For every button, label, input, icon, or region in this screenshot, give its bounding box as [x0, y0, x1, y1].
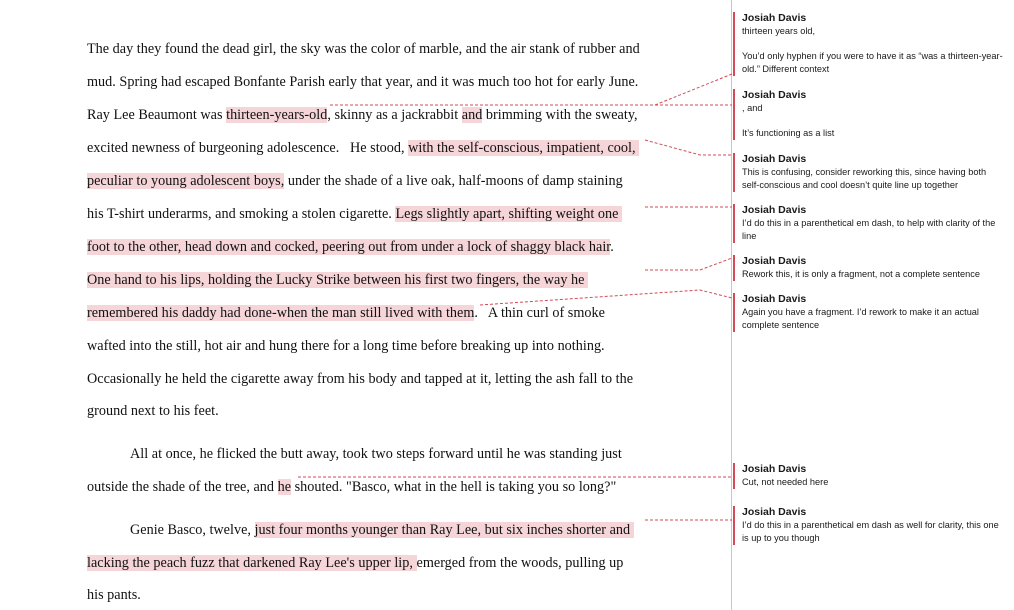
body-text-line — [87, 204, 622, 224]
body-text-line — [87, 270, 588, 290]
comment-body — [742, 306, 1005, 332]
comment-body — [742, 476, 1005, 489]
body-text-line — [87, 237, 614, 257]
body-text-run: . A thin curl of smoke — [474, 305, 605, 321]
body-text-run: his T-shirt underarms, and smoking a stolen cigarette. — [87, 206, 396, 222]
comment-body — [742, 217, 1005, 243]
comment-card[interactable] — [733, 89, 1005, 140]
body-text-line — [130, 520, 634, 540]
commented-text-highlight[interactable]: remembered his daddy had done-when the man still lived with them — [87, 305, 475, 321]
comment-text: I’d do this in a parenthetical em dash as well for clarity, this one is up to you though — [742, 520, 999, 543]
comment-author: Josiah Davis — [742, 204, 807, 216]
body-text-run: . — [610, 239, 614, 255]
body-text-line — [87, 553, 623, 573]
comment-body — [742, 268, 1005, 281]
commented-text-highlight[interactable]: One hand to his lips, holding the Lucky Strike between his first two fingers, the way he — [87, 272, 589, 288]
comment-text: thirteen years old, — [742, 26, 816, 36]
body-text-line — [87, 39, 640, 59]
comment-card[interactable] — [733, 204, 1005, 243]
comment-card[interactable] — [733, 506, 1005, 545]
comment-author: Josiah Davis — [742, 293, 807, 305]
body-text-run: All at once, he flicked the butt away, took two steps forward until he was standing just — [130, 446, 622, 462]
body-text-run: shouted. "Basco, what in the hell is taking you so long?" — [291, 479, 617, 495]
body-text-run: emerged from the woods, pulling up — [416, 555, 624, 571]
body-text-line — [87, 105, 638, 125]
comment-author: Josiah Davis — [742, 463, 807, 475]
commented-text-highlight[interactable]: just four months younger than Ray Lee, but six inches shorter and — [254, 522, 634, 538]
comment-text: , and — [742, 103, 763, 113]
body-text-run: , skinny as a jackrabbit — [327, 107, 462, 123]
comment-card[interactable] — [733, 463, 1005, 489]
body-text-line — [87, 303, 605, 323]
comment-card[interactable] — [733, 255, 1005, 281]
commented-text-highlight[interactable]: thirteen-years-old — [226, 107, 328, 123]
comment-card[interactable] — [733, 293, 1005, 332]
body-text-run: wafted into the still, hot air and hung there for a long time before breaking up into nothing. — [87, 338, 605, 354]
comment-text: It’s functioning as a list — [742, 128, 835, 138]
comment-body — [742, 102, 1005, 140]
body-text-run: excited newness of burgeoning adolescence. He stood, — [87, 140, 409, 156]
comment-author: Josiah Davis — [742, 506, 807, 518]
body-text-line — [87, 336, 605, 356]
comment-text: Rework this, it is only a fragment, not a complete sentence — [742, 269, 980, 279]
body-text-line — [87, 369, 633, 389]
comment-author: Josiah Davis — [742, 255, 807, 267]
comment-text: I’d do this in a parenthetical em dash, to help with clarity of the line — [742, 218, 996, 241]
commented-text-highlight[interactable]: Legs slightly apart, shifting weight one — [395, 206, 623, 222]
body-text-run: Genie Basco, twelve, — [130, 522, 255, 538]
commented-text-highlight[interactable]: peculiar to young adolescent boys, — [87, 173, 285, 189]
body-text-line — [87, 72, 638, 92]
body-text-run: mud. Spring had escaped Bonfante Parish early that year, and it was much too hot for early June. — [87, 74, 639, 90]
comment-author: Josiah Davis — [742, 89, 807, 101]
comment-pane — [732, 0, 1014, 610]
comment-text: Again you have a fragment. I’d rework to make it an actual complete sentence — [742, 307, 979, 330]
body-text-run: The day they found the dead girl, the sky was the color of marble, and the air stank of rubber and — [87, 41, 640, 57]
body-text-run: ground next to his feet. — [87, 403, 219, 419]
body-text-run: his pants. — [87, 587, 141, 603]
comment-text: This is confusing, consider reworking this, since having both self-conscious and cool doesn’t quite line up together — [742, 167, 987, 190]
body-text-line — [87, 171, 623, 191]
commented-text-highlight[interactable]: he — [277, 479, 292, 495]
commented-text-highlight[interactable]: lacking the peach fuzz that darkened Ray Lee's upper lip, — [87, 555, 417, 571]
body-text-line — [87, 401, 219, 421]
body-text-line — [130, 444, 622, 464]
body-text-line — [87, 138, 639, 158]
comment-author: Josiah Davis — [742, 153, 807, 165]
commented-text-highlight[interactable]: and — [461, 107, 483, 123]
body-text-line — [87, 477, 616, 497]
comment-card[interactable] — [733, 153, 1005, 192]
body-text-run: outside the shade of the tree, and — [87, 479, 278, 495]
comment-body — [742, 166, 1005, 192]
comment-body — [742, 519, 1005, 545]
body-text-run: Occasionally he held the cigarette away from his body and tapped at it, letting the ash fall to the — [87, 371, 634, 387]
comment-body — [742, 25, 1005, 76]
comment-text: Cut, not needed here — [742, 477, 829, 487]
body-text-line — [87, 585, 141, 605]
commented-text-highlight[interactable]: with the self-conscious, impatient, cool, — [408, 140, 640, 156]
comment-author: Josiah Davis — [742, 12, 807, 24]
comment-card[interactable] — [733, 12, 1005, 76]
body-text-run: Ray Lee Beaumont was — [87, 107, 227, 123]
body-text-run: under the shade of a live oak, half-moons of damp staining — [284, 173, 623, 189]
body-text-run: brimming with the sweaty, — [482, 107, 638, 123]
commented-text-highlight[interactable]: foot to the other, head down and cocked, peering out from under a lock of shaggy black hair — [87, 239, 611, 255]
comment-text: You’d only hyphen if you were to have it as “was a thirteen-year-old.” Different context — [742, 51, 1003, 74]
